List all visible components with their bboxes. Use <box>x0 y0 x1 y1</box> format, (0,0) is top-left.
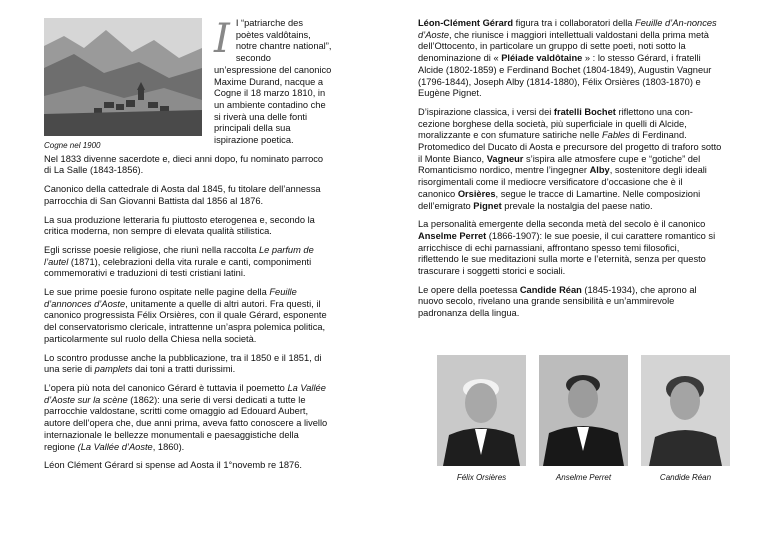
paragraph-rean: Le opere della poetessa Candide Réan (1845-1934), che aprono al nuovo secolo, rivelano una grande sensibilità e un’ammirevole padronanza della lingua. <box>418 284 697 319</box>
portraits-row <box>437 355 727 495</box>
portrait-image <box>437 355 526 466</box>
intro-paragraph: I “patriarche des poètes valdôtains, notre chantre national”, secondo un’espressione del canonico Maxime Durand, nacque a Cogne il 18 marzo 1810, in un ambiente contadino che si riverà una delle fonti principali della sua ispirazione poetica. <box>214 18 332 146</box>
photo-caption: Cogne nel 1900 <box>44 141 101 150</box>
portrait-caption: Anselme Perret <box>555 473 612 482</box>
right-column <box>418 18 722 327</box>
paragraph-pleiade: Léon-Clément Gérard figura tra i collaboratori della Feuille d’An-nonces d’Aoste, che riunisce i maggiori intellettuali valdostani della prima metà dell’Ottocento, in particolare un gruppo di sette poeti, noti sotto la denominazione di « Pléiade valdôtaine » : lo stesso Gérard, i fratelli Alcide (1802-1859) e Ferdinand Bochet (1804-1849), Augustin Vagneur (1796-1844), Joseph Alby (1814-1880), Félix Orsières (1803-1870) e Eugène Pignet. <box>418 18 717 99</box>
paragraph-ordination: Nel 1833 divenne sacerdote e, dieci anni dopo, fu nominato parroco di La Salle (1843-1856). <box>44 153 324 176</box>
portrait-perret <box>539 355 628 482</box>
paragraph-perret: La personalità emergente della seconda metà del secolo è il canonico Anselme Perret (1866-1907): le sue poesie, il cui carattere romantico si arricchisce di echi parnassiani, affrontano spesso temi filosofici, riflettendo le sue meditazioni sulla morte e l’eternità, senza per questo trascurare i soggetti storici e sociali. <box>418 219 716 277</box>
paragraph-poesie-religiose: Egli scrisse poesie religiose, che riunì nella raccolta Le parfum de l’autel (1871), celebrazioni della vita rurale e canti, componimenti commemorativi e traduzioni di testi cristiani latini. <box>44 244 314 279</box>
cogne-photo-figure <box>44 18 202 152</box>
portrait-rean <box>641 355 730 482</box>
mountain-village-image <box>44 18 202 136</box>
portrait-orsieres <box>437 355 526 482</box>
portrait-image <box>539 355 628 466</box>
paragraph-opera-nota: L’opera più nota del canonico Gérard è tuttavia il poemetto La Vallée d’Aoste sur la scène (1862): una serie di versi dedicati a tutte le parrocchie valdostane, scritti come omaggio ad Edouard Aubert, autore dell’opera che, due anni prima, aveva fatto conoscere a livello internazionale le bellezze monumentali e paesaggistiche della regione (La Vallée d’Aoste, 1860). <box>44 382 328 452</box>
paragraph-scontro: Lo scontro produsse anche la pubblicazione, tra il 1850 e il 1851, di una serie di pamplets dai toni a tratti durissimi. <box>44 352 322 375</box>
portrait-caption: Candide Réan <box>659 473 712 482</box>
portrait-image <box>641 355 730 466</box>
portrait-caption: Félix Orsières <box>456 473 507 482</box>
paragraph-prime-poesie: Le sue prime poesie furono ospitate nelle pagine della Feuille d’annonces d’Aoste, unitamente a quelle di altri autori. Fra questi, il canonico progressista Félix Orsières, con il quale Gérard, esponente del conservatorismo clericale, intrattenne un’aspra polemica politica, particolarmente sul ruolo della Chiesa nella società. <box>44 287 327 344</box>
paragraph-ispirazione: D’ispirazione classica, i versi dei fratelli Bochet riflettono una con-cezione borghese della società, più superficiale in quelli di Alcide, moralizzante e con sfumature satiriche nelle Fables di Ferdinand. Protomedico del Ducato di Aosta e precursore del progetto di traforo sotto il Monte Bianco, Vagneur s’ispira alle atmosfere cupe e “gotiche” del Romanticismo nordico, mentre l’ingegner Alby, sostenitore degli ideali risorgimentali come il mediocre versificatore d’occasione che è il canonico Orsières, segue le tracce di Lamartine. Nelle composizioni dell’emigrato Pignet prevale la nostalgia del paese natio. <box>418 106 722 211</box>
paragraph-produzione: La sua produzione letteraria fu piuttosto eterogenea e, secondo la critica moderna, non sempre di elevata qualità stilistica. <box>44 214 315 237</box>
paragraph-morte: Léon Clément Gérard si spense ad Aosta il 1°novemb re 1876. <box>44 460 302 471</box>
drop-cap: I <box>214 16 230 62</box>
cogne-village-photo <box>44 18 202 136</box>
paragraph-canonico: Canonico della cattedrale di Aosta dal 1845, fu titolare dell’annessa parrocchia di San Giovanni Battista dal 1856 al 1876. <box>44 184 321 206</box>
left-column <box>44 18 332 479</box>
